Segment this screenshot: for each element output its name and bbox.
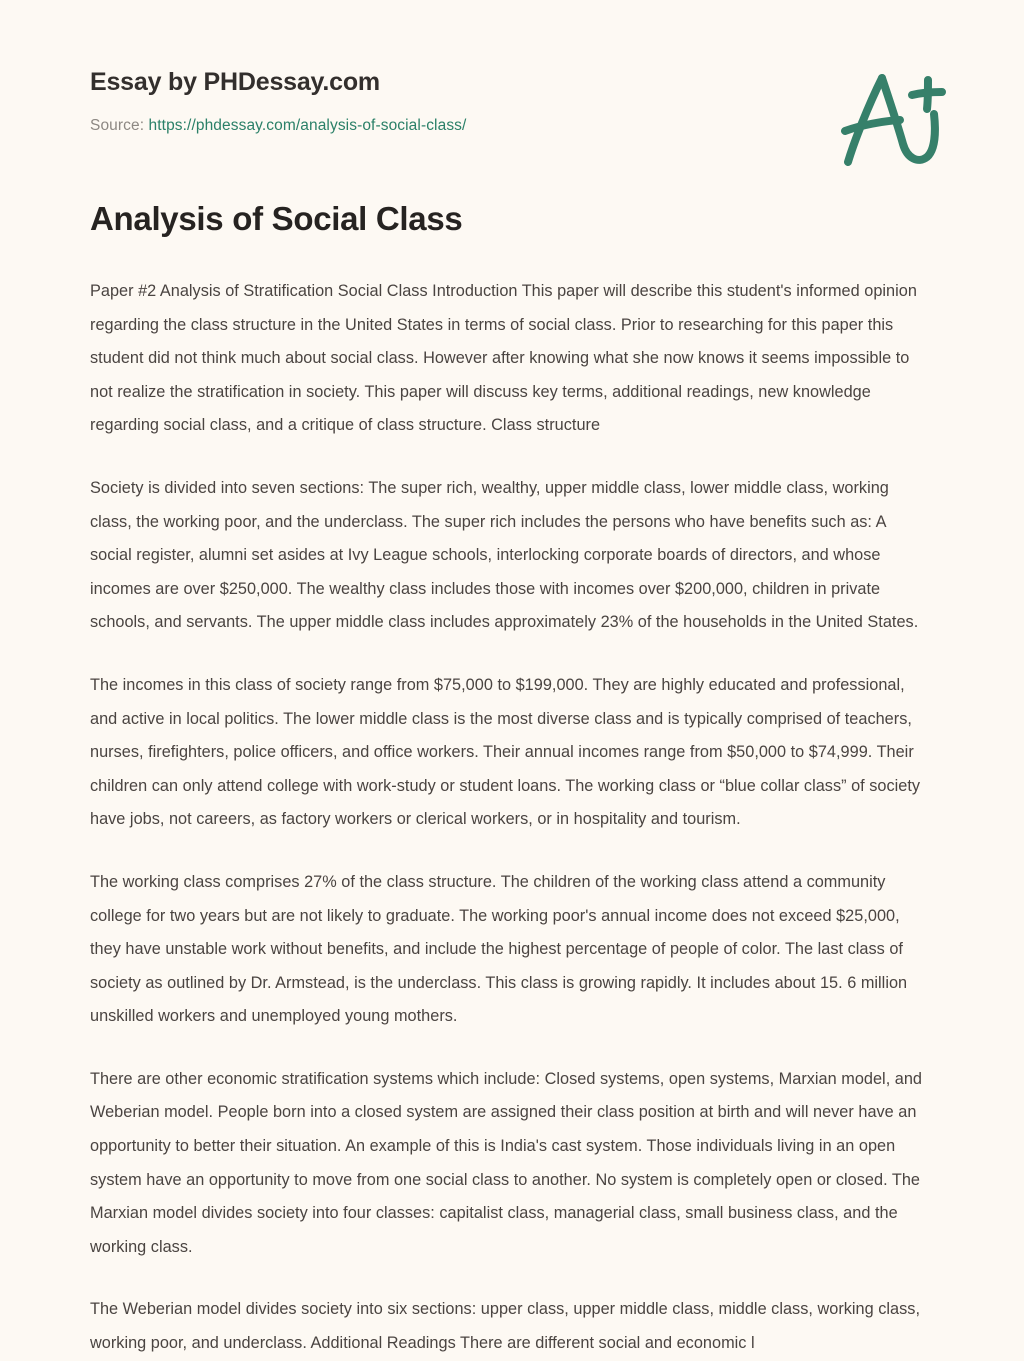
paragraph: The working class comprises 27% of the class structure. The children of the working class attend a community college for two years but are not likely to graduate. The working poor's annual income does not exceed $25,000, they have unstable work without benefits, and include the highest percentage of people of color. The last class of society as outlined by Dr. Armstead, is the underclass. This class is growing rapidly. It includes about 15. 6 million unskilled workers and unemployed young mothers. bbox=[90, 872, 908, 1026]
page-title: Analysis of Social Class bbox=[90, 200, 463, 237]
paragraph: The incomes in this class of society range from $75,000 to $199,000. They are highly educated and professional, and active in local politics. The lower middle class is the most diverse class and is typically comprised of teachers, nurses, firefighters, police officers, and office workers. Their annual incomes range from $50,000 to $74,999. Their children can only attend college with work-study or student loans. The working class or “blue collar class” of society have jobs, not careers, as factory workers or clerical workers, or in hospitality and tourism. bbox=[90, 675, 921, 829]
paragraph: There are other economic stratification systems which include: Closed systems, open systems, Marxian model, and Weberian model. People born into a closed system are assigned their class position at birth and will never have an opportunity to better their situation. An example of this is India's cast system. Those individuals living in an open system have an opportunity to move from one social class to another. No system is completely open or closed. The Marxian model divides society into four classes: capitalist class, managerial class, small business class, and the working class. bbox=[90, 1069, 923, 1256]
page-header bbox=[0, 0, 1024, 137]
essay-body bbox=[0, 240, 1024, 1361]
source-url-link[interactable]: https://phdessay.com/analysis-of-social-class/ bbox=[148, 117, 467, 134]
brand-title: Essay by PHDessay.com bbox=[90, 68, 380, 96]
paragraph: Society is divided into seven sections: The super rich, wealthy, upper middle class, lower middle class, working class, the working poor, and the underclass. The super rich includes the persons who have benefits such as: A social register, alumni set asides at Ivy League schools, interlocking corporate boards of directors, and whose incomes are over $250,000. The wealthy class includes those with incomes over $200,000, children in private schools, and servants. The upper middle class includes approximately 23% of the households in the United States. bbox=[90, 478, 919, 632]
paragraph: Paper #2 Analysis of Stratification Social Class Introduction This paper will describe this student's informed opinion regarding the class structure in the United States in terms of social class. Prior to researching for this paper this student did not think much about social class. However after knowing what she now knows it seems impossible to not realize the stratification in society. This paper will discuss key terms, additional readings, new knowledge regarding social class, and a critique of class structure. Class structure bbox=[90, 282, 917, 435]
paragraph: The Weberian model divides society into six sections: upper class, upper middle class, middle class, working class, working poor, and underclass. Additional Readings There are different social and economic l bbox=[90, 1300, 920, 1353]
source-label: Source: bbox=[90, 117, 145, 134]
a-plus-logo-icon bbox=[828, 62, 952, 174]
